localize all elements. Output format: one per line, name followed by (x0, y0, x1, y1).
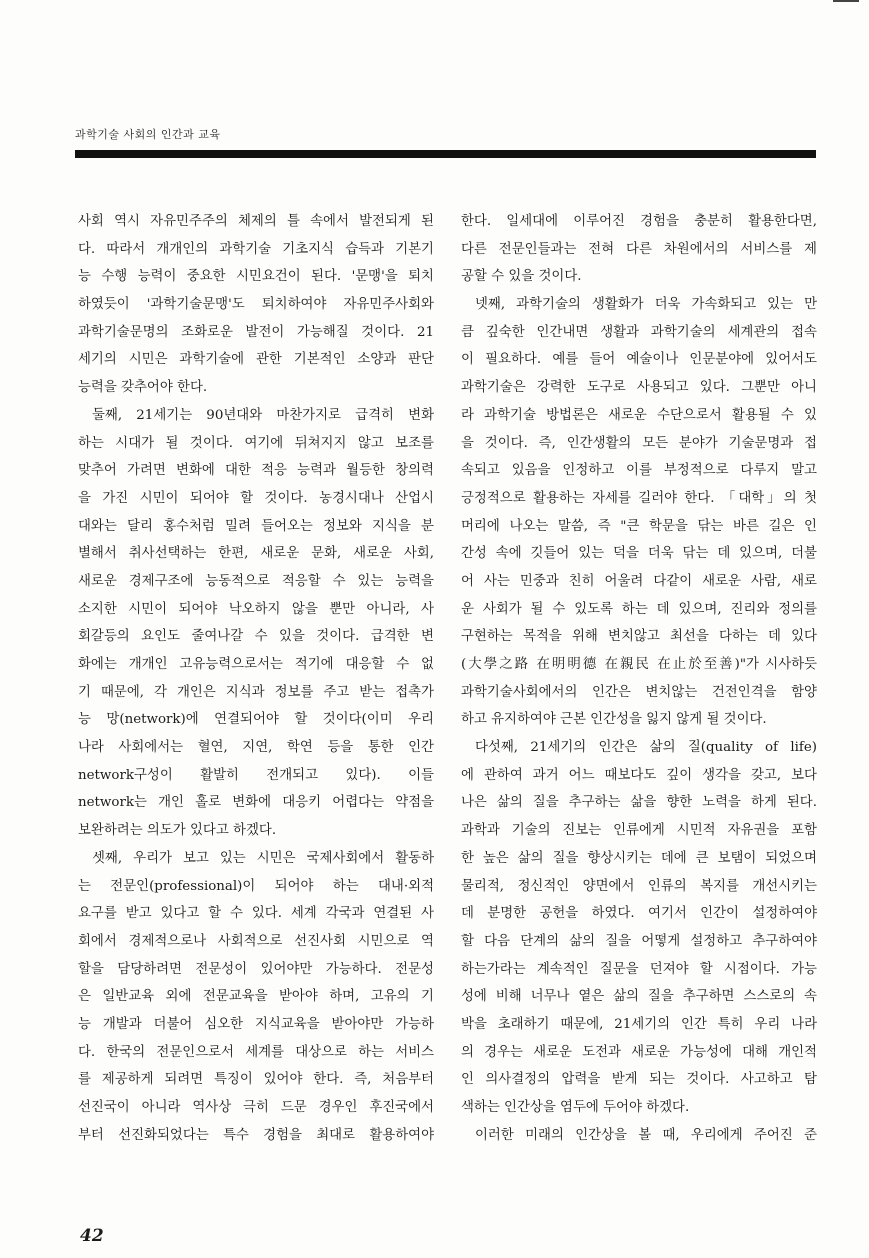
text-line: 요구를 받고 있다고 할 수 있다. 세계 각국과 연결된 사 (78, 906, 434, 922)
text-line: 물리적, 정신적인 양면에서 인류의 복지를 개선시키는 (461, 878, 817, 894)
text-line: 대와는 달리 홍수처럼 밀려 들어오는 정보와 지식을 분 (78, 518, 434, 534)
text-line: 맞추어 가려면 변화에 대한 적응 능력과 월등한 창의력 (78, 463, 434, 479)
right-text-column (461, 208, 817, 1149)
text-line: 새로운 경제구조에 능동적으로 적응할 수 있는 능력을 (78, 573, 434, 589)
text-line: 보완하려는 의도가 있다고 하겠다. (78, 823, 277, 839)
text-line: 과학기술사회에서의 인간은 변치않는 건전인격을 함양 (461, 684, 817, 700)
text-line: 선진국이 아니라 역사상 극히 드문 경우인 후진국에서 (78, 1100, 434, 1115)
text-line: 과학과 기술의 진보는 인류에게 시민적 자유권을 포함 (461, 823, 817, 839)
text-line: 박을 초래하기 때문에, 21세기의 인간 특히 우리 나라 (461, 1016, 817, 1032)
text-line: 한다. 일세대에 이루어진 경험을 충분히 활용한다면, (461, 214, 817, 229)
page-corner-mark (833, 0, 859, 2)
text-line: 나라 사회에서는 혈연, 지연, 학연 등을 통한 인간 (78, 740, 434, 756)
text-line: 에 관하여 과거 어느 때보다도 깊이 생각을 갖고, 보다 (461, 767, 817, 783)
text-line: 능 개발과 더불어 심오한 지식교육을 받아야만 가능하 (78, 1016, 434, 1032)
text-line: 할 다음 단계의 삶의 질을 어떻게 설정하고 추구하여야 (461, 933, 817, 949)
text-line: network는 개인 홀로 변화에 대응키 어렵다는 약점을 (78, 795, 434, 811)
text-line: 능 망(network)에 연결되어야 할 것이다(이미 우리 (78, 712, 434, 728)
text-line: 이 필요하다. 예를 들어 예술이나 인문분야에 있어서도 (461, 352, 817, 368)
text-line: 다. 한국의 전문인으로서 세계를 대상으로 하는 서비스 (78, 1044, 434, 1060)
text-line: 는 전문인(professional)이 되어야 하는 대내·외적 (78, 878, 434, 894)
text-line: 어 사는 민중과 친히 어울려 다같이 새로운 사람, 새로 (461, 573, 817, 589)
header-rule (75, 150, 816, 158)
text-line: 하고 유지하여야 근본 인간성을 잃지 않게 될 것이다. (461, 712, 767, 728)
text-line: 세기의 시민은 과학기술에 관한 기본적인 소양과 판단 (78, 352, 434, 368)
text-line: 나은 삶의 질을 추구하는 삶을 향한 노력을 하게 된다. (461, 795, 817, 811)
text-line: 다. 따라서 개개인의 과학기술 기초지식 습득과 기본기 (78, 241, 434, 257)
text-line: 다른 전문인들과는 전혀 다른 차원에서의 서비스를 제 (461, 241, 817, 257)
text-line: 을 것이다. 즉, 인간생활의 모든 분야가 기술문명과 접 (461, 435, 817, 451)
text-line: 화에는 개개인 고유능력으로서는 적기에 대응할 수 없 (78, 657, 434, 672)
text-line: 부터 선진화되었다는 특수 경험을 최대로 활용하여야 (78, 1127, 434, 1143)
text-line: 하였듯이 '과학기술문맹'도 퇴치하여야 자유민주사회와 (78, 297, 434, 313)
text-line: (大學之路 在明明德 在親民 在止於至善)"가 시사하듯 (461, 657, 817, 672)
text-line: 라 과학기술 방법론은 새로운 수단으로서 활용될 수 있 (461, 407, 817, 423)
text-line: 을 가진 시민이 되어야 할 것이다. 농경시대나 산업시 (78, 490, 434, 506)
text-line: 은 일반교육 외에 전문교육을 받아야 하며, 고유의 기 (78, 989, 434, 1005)
text-line: 능력을 갖추어야 한다. (78, 380, 208, 396)
running-header: 과학기술 사회의 인간과 교육 (75, 128, 221, 141)
text-line: 별해서 취사선택하는 한편, 새로운 문화, 새로운 사회, (78, 546, 434, 562)
text-line: 능 수행 능력이 중요한 시민요건이 된다. '문맹'을 퇴치 (78, 269, 434, 285)
text-line: 인 의사결정의 압력을 받게 되는 것이다. 사고하고 탐 (461, 1072, 817, 1088)
text-line: 간성 속에 깃들어 있는 덕을 더욱 닦는 데 있으며, 더불 (461, 546, 817, 562)
text-line: 넷째, 과학기술의 생활화가 더욱 가속화되고 있는 만 (475, 297, 817, 313)
text-line: 의 경우는 새로운 도전과 새로운 가능성에 대해 개인적 (461, 1044, 817, 1060)
text-line: 기 때문에, 각 개인은 지식과 정보를 주고 받는 접촉가 (78, 684, 434, 700)
text-line: 둘째, 21세기는 90년대와 마찬가지로 급격히 변화 (92, 407, 434, 423)
text-line: 머리에 나오는 말씀, 즉 "큰 학문을 닦는 바른 길은 인 (461, 518, 817, 534)
text-line: 과학기술은 강력한 도구로 사용되고 있다. 그뿐만 아니 (461, 380, 817, 396)
page-number: 42 (80, 1226, 104, 1246)
text-line: 색하는 인간상을 염두에 두어야 하겠다. (461, 1100, 690, 1115)
text-line: 하는 시대가 될 것이다. 여기에 뒤쳐지지 않고 보조를 (78, 435, 434, 451)
text-line: 운 사회가 될 수 있도록 하는 데 있으며, 진리와 정의를 (461, 601, 817, 617)
text-line: 성에 비해 너무나 옅은 삶의 질을 추구하면 스스로의 속 (461, 989, 817, 1005)
text-line: 다섯째, 21세기의 인간은 삶의 질(quality of life) (475, 740, 817, 756)
left-text-column (78, 208, 434, 1149)
text-line: 회에서 경제적으로나 사회적으로 선진사회 시민으로 역 (78, 933, 434, 949)
text-line: 하는가라는 계속적인 질문을 던져야 할 시점이다. 가능 (461, 961, 817, 977)
text-line: 속되고 있음을 인정하고 이를 부정적으로 다루지 말고 (461, 463, 817, 479)
text-line: 셋째, 우리가 보고 있는 시민은 국제사회에서 활동하 (92, 850, 434, 866)
text-line: 공할 수 있을 것이다. (461, 269, 582, 285)
text-line: 회갈등의 요인도 줄여나갈 수 있을 것이다. 급격한 변 (78, 629, 434, 645)
text-line: 한 높은 삶의 질을 향상시키는 데에 큰 보탬이 되었으며 (461, 850, 817, 866)
text-line: 데 분명한 공헌을 하였다. 여기서 인간이 설정하여야 (461, 906, 817, 922)
text-line: network구성이 활발히 전개되고 있다). 이들 (78, 767, 434, 783)
text-line: 소지한 시민이 되어야 낙오하지 않을 뿐만 아니라, 사 (78, 601, 434, 617)
text-line: 사회 역시 자유민주주의 체제의 틀 속에서 발전되게 된 (78, 214, 434, 229)
text-line: 큼 깊숙한 인간내면 생활과 과학기술의 세계관의 접속 (461, 324, 817, 340)
text-line: 이러한 미래의 인간상을 볼 때, 우리에게 주어진 준 (475, 1127, 817, 1143)
text-line: 를 제공하게 되려면 특징이 있어야 한다. 즉, 처음부터 (78, 1072, 434, 1088)
text-line: 할을 담당하려면 전문성이 있어야만 가능하다. 전문성 (78, 961, 434, 977)
text-line: 과학기술문명의 조화로운 발전이 가능해질 것이다. 21 (78, 324, 434, 340)
text-line: 구현하는 목적을 위해 변치않고 최선을 다하는 데 있다 (461, 629, 817, 645)
text-line: 긍정적으로 활용하는 자세를 길러야 한다. 「대학」의 첫 (461, 490, 817, 506)
